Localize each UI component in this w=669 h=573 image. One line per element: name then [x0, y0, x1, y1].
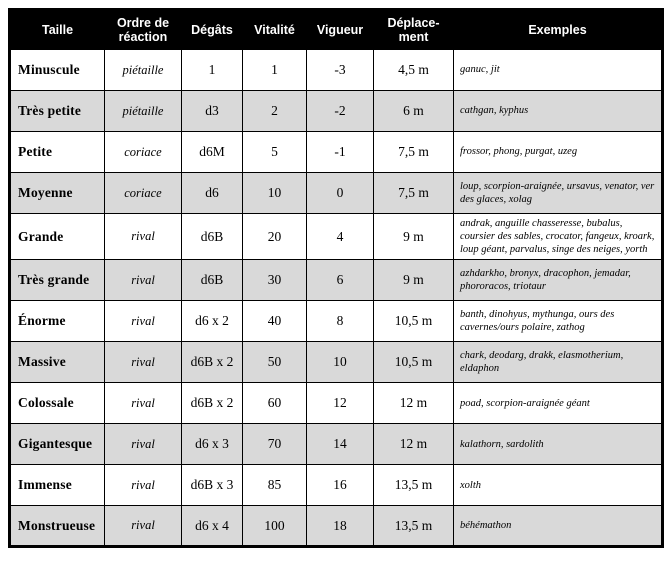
cell-vigueur: 8 [307, 301, 374, 342]
cell-deplacement: 10,5 m [374, 342, 454, 383]
column-header-taille: Taille [10, 10, 105, 50]
cell-degats: d6B x 3 [182, 465, 243, 506]
cell-exemples: frossor, phong, purgat, uzeg [454, 132, 663, 173]
cell-degats: d6 x 4 [182, 506, 243, 547]
cell-vitalite: 100 [243, 506, 307, 547]
cell-vigueur: 18 [307, 506, 374, 547]
table-row [10, 383, 663, 424]
table-body [10, 50, 663, 547]
cell-exemples: azhdarkho, bronyx, dracophon, jemadar, phororacos, triotaur [454, 260, 663, 301]
cell-vitalite: 20 [243, 214, 307, 260]
cell-deplacement: 13,5 m [374, 506, 454, 547]
cell-taille: Très petite [10, 91, 105, 132]
column-header-degats: Dégâts [182, 10, 243, 50]
cell-taille: Moyenne [10, 173, 105, 214]
cell-ordre_de_reaction: coriace [105, 173, 182, 214]
cell-ordre_de_reaction: piétaille [105, 50, 182, 91]
cell-exemples: ganuc, jit [454, 50, 663, 91]
cell-ordre_de_reaction: rival [105, 424, 182, 465]
cell-taille: Monstrueuse [10, 506, 105, 547]
column-header-deplacement: Déplace-ment [374, 10, 454, 50]
cell-vigueur: 16 [307, 465, 374, 506]
column-header-ordre_de_reaction: Ordre de réaction [105, 10, 182, 50]
cell-deplacement: 6 m [374, 91, 454, 132]
cell-vigueur: 12 [307, 383, 374, 424]
cell-degats: d6B x 2 [182, 383, 243, 424]
cell-taille: Énorme [10, 301, 105, 342]
cell-ordre_de_reaction: rival [105, 260, 182, 301]
column-header-exemples: Exemples [454, 10, 663, 50]
cell-taille: Grande [10, 214, 105, 260]
cell-deplacement: 9 m [374, 260, 454, 301]
cell-ordre_de_reaction: coriace [105, 132, 182, 173]
cell-vigueur: 0 [307, 173, 374, 214]
table-row [10, 424, 663, 465]
cell-degats: d6 x 3 [182, 424, 243, 465]
cell-deplacement: 12 m [374, 424, 454, 465]
cell-deplacement: 10,5 m [374, 301, 454, 342]
cell-degats: 1 [182, 50, 243, 91]
cell-vitalite: 5 [243, 132, 307, 173]
cell-taille: Minuscule [10, 50, 105, 91]
cell-exemples: cathgan, kyphus [454, 91, 663, 132]
cell-deplacement: 12 m [374, 383, 454, 424]
cell-taille: Très grande [10, 260, 105, 301]
cell-taille: Colossale [10, 383, 105, 424]
cell-ordre_de_reaction: rival [105, 214, 182, 260]
cell-ordre_de_reaction: piétaille [105, 91, 182, 132]
cell-exemples: chark, deodarg, drakk, elasmotherium, eldaphon [454, 342, 663, 383]
table-row [10, 260, 663, 301]
cell-taille: Gigantesque [10, 424, 105, 465]
cell-vigueur: 6 [307, 260, 374, 301]
cell-vitalite: 70 [243, 424, 307, 465]
table-row [10, 173, 663, 214]
cell-deplacement: 13,5 m [374, 465, 454, 506]
table-row [10, 506, 663, 547]
cell-ordre_de_reaction: rival [105, 506, 182, 547]
cell-exemples: béhémathon [454, 506, 663, 547]
cell-degats: d6 x 2 [182, 301, 243, 342]
table-row [10, 214, 663, 260]
cell-vitalite: 60 [243, 383, 307, 424]
cell-exemples: kalathorn, sardolith [454, 424, 663, 465]
table-row [10, 301, 663, 342]
table-header [10, 10, 663, 50]
table-row [10, 91, 663, 132]
cell-vigueur: -3 [307, 50, 374, 91]
cell-deplacement: 7,5 m [374, 132, 454, 173]
cell-degats: d6M [182, 132, 243, 173]
cell-exemples: banth, dinohyus, mythunga, ours des cavernes/ours polaire, zathog [454, 301, 663, 342]
table-row [10, 50, 663, 91]
cell-vigueur: 4 [307, 214, 374, 260]
cell-deplacement: 4,5 m [374, 50, 454, 91]
column-header-vitalite: Vitalité [243, 10, 307, 50]
cell-ordre_de_reaction: rival [105, 301, 182, 342]
cell-ordre_de_reaction: rival [105, 342, 182, 383]
cell-vigueur: -1 [307, 132, 374, 173]
cell-taille: Massive [10, 342, 105, 383]
cell-deplacement: 7,5 m [374, 173, 454, 214]
table-row [10, 342, 663, 383]
table-row [10, 132, 663, 173]
cell-deplacement: 9 m [374, 214, 454, 260]
cell-vitalite: 1 [243, 50, 307, 91]
cell-vitalite: 2 [243, 91, 307, 132]
cell-taille: Immense [10, 465, 105, 506]
cell-degats: d6B x 2 [182, 342, 243, 383]
cell-exemples: andrak, anguille chasseresse, bubalus, coursier des sables, crocator, fangeux, kroark, loup géant, parvalus, singe des neiges, yorth [454, 214, 663, 260]
cell-vitalite: 10 [243, 173, 307, 214]
cell-vigueur: 10 [307, 342, 374, 383]
cell-vigueur: -2 [307, 91, 374, 132]
cell-vitalite: 50 [243, 342, 307, 383]
cell-degats: d6B [182, 214, 243, 260]
creature-size-table [8, 8, 664, 548]
cell-vitalite: 40 [243, 301, 307, 342]
cell-exemples: xolth [454, 465, 663, 506]
cell-vitalite: 85 [243, 465, 307, 506]
table-row [10, 465, 663, 506]
cell-degats: d6 [182, 173, 243, 214]
cell-vitalite: 30 [243, 260, 307, 301]
header-row [10, 10, 663, 50]
column-header-vigueur: Vigueur [307, 10, 374, 50]
cell-degats: d6B [182, 260, 243, 301]
cell-degats: d3 [182, 91, 243, 132]
cell-ordre_de_reaction: rival [105, 383, 182, 424]
cell-exemples: loup, scorpion-araignée, ursavus, venator, ver des glaces, xolag [454, 173, 663, 214]
cell-vigueur: 14 [307, 424, 374, 465]
cell-taille: Petite [10, 132, 105, 173]
cell-ordre_de_reaction: rival [105, 465, 182, 506]
cell-exemples: poad, scorpion-araignée géant [454, 383, 663, 424]
